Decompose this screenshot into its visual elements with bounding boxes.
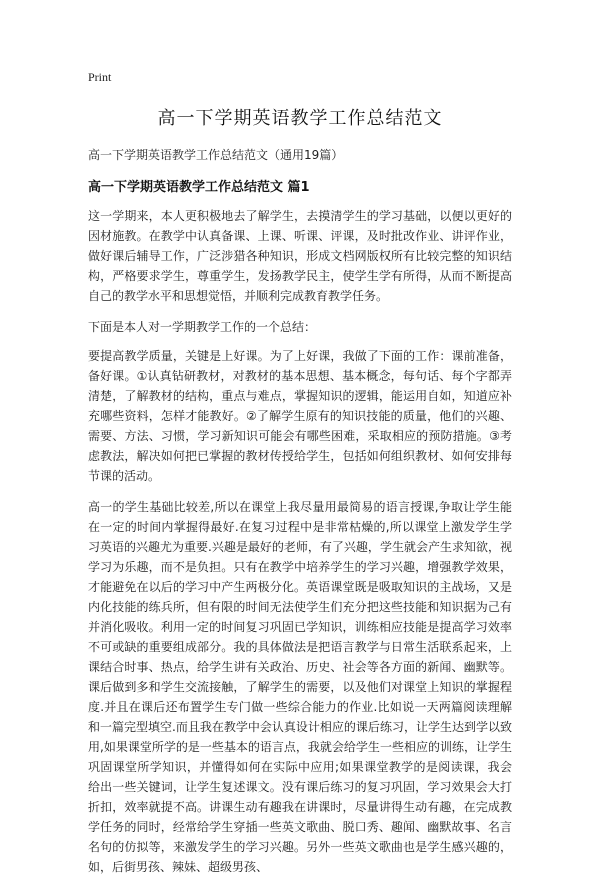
print-link[interactable]: Print (88, 70, 112, 84)
paragraph-intro: 这一学期来，本人更积极地去了解学生，去摸清学生的学习基础，以便以更好的因材施教。在教学中认真备课、上课、听课、评课，及时批改作业、讲评作业，做好课后辅导工作，广泛涉猎各种知识，形成文档网版权所有比较完整的知识结构，严格要求学生，尊重学生，发扬教学民主，使学生学有所得，从而不断提高自己的教学水平和思想觉悟，并顺利完成教育教学任务。 (88, 209, 512, 303)
section-heading: 高一下学期英语教学工作总结范文 篇1 (88, 180, 310, 195)
paragraph-lesson-prep: 要提高教学质量，关键是上好课。为了上好课，我做了下面的工作：课前准备，备好课。①认真钻研教材，对教材的基本思想、基本概念，每句话、每个字都弄清楚，了解教材的结构，重点与难点，掌握知识的逻辑，能运用自如，知道应补充哪些资料，怎样才能教好。②了解学生原有的知识技能的质量，他们的兴趣、需要、方法、习惯，学习新知识可能会有哪些困难，采取相应的预防措施。③考虑教法，解决如何把已掌握的教材传授给学生，包括如何组织教材、如何安排每节课的活动。 (88, 349, 512, 483)
page-title: 高一下学期英语教学工作总结范文 (157, 108, 443, 129)
paragraph-interest: 高一的学生基础比较差,所以在课堂上我尽量用最简易的语言授课,争取让学生能在一定的时间内掌握得最好.在复习过程中是非常枯燥的,所以课堂上激发学生学习英语的兴趣尤为重要.兴趣是最好的老师，有了兴趣，学生就会产生求知欲，视学习为乐趣，而不是负担。只有在教学中培养学生的学习兴趣，增强教学效果，才能避免在以后的学习中产生两极分化。英语课堂既是吸取知识的主战场，又是内化技能的练兵所，但有限的时间无法使学生们充分把这些技能和知识据为己有并消化吸收。利用一定的时间复习巩固已学知识，训练相应技能是提高学习效率不可或缺的重要组成部分。我的具体做法是把语言教学与日常生活联系起来，上课结合时事、热点，给学生讲有关政治、历史、社会等各方面的新闻、幽默等。课后做到多和学生交流接触，了解学生的需要，以及他们对课堂上知识的掌握程度.并且在课后还布置学生专门做一些综合能力的作业.比如说一天两篇阅读理解和一篇完型填空.而且我在教学中会认真设计相应的课后练习，让学生达到学以致用,如果课堂所学的是一些基本的语言点，我就会给学生一些相应的训练，让学生巩固课堂所学知识，并懂得如何在实际中应用;如果课堂教学的是阅读课，我会给出一些关键词，让学生复述课文。没有课后练习的复习巩固，学习效果会大打折扣，效率就提不高。讲课生动有趣我在讲课时，尽量讲得生动有趣，在完成教学任务的同时，经常给学生穿插一些英文歌曲、脱口秀、趣闻、幽默故事、名言名句的仿拟等，来激发学生的学习兴趣。另外一些英文歌曲也是学生感兴趣的，如，后街男孩、辣妹、超级男孩、 (88, 500, 512, 874)
paragraph-summary-lead: 下面是本人对一学期教学工作的一个总结： (88, 320, 317, 334)
document-subtitle: 高一下学期英语教学工作总结范文（通用19篇） (88, 148, 344, 162)
